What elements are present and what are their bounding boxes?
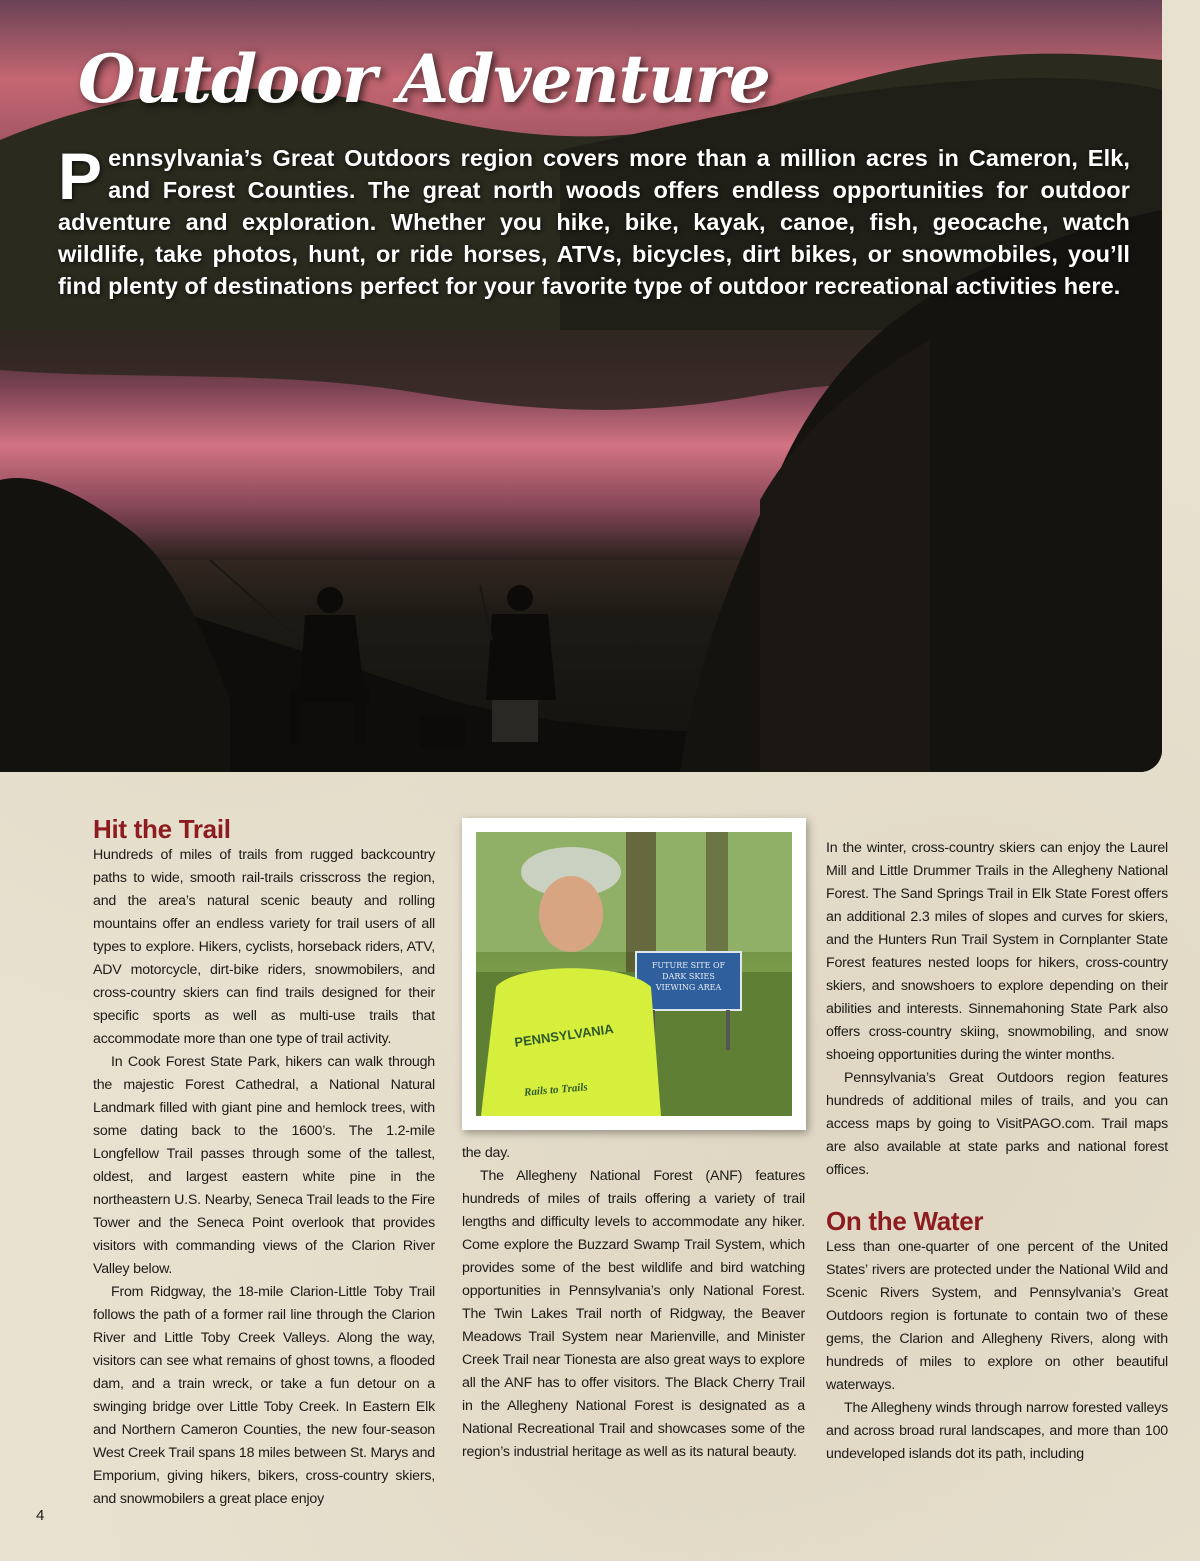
page-title: Outdoor Adventure	[78, 40, 770, 118]
water-paragraph-1: Less than one-quarter of one percent of the United States’ rivers are protected under the National Wild and Scenic Rivers System, and Pennsylvania’s Great Outdoors region is fortunate to contain two of these gems, the Clarion and Allegheny Rivers, along with hundreds of miles to explore on other beautiful waterways.	[826, 1239, 1168, 1393]
sign-line-3: VIEWING AREA	[655, 983, 722, 992]
section-heading-trail: Hit the Trail	[93, 814, 231, 844]
trail-paragraph-3: From Ridgway, the 18-mile Clarion-Little Toby Trail follows the path of a former rail line through the Clarion River and Little Toby Creek Valleys. Along the way, visitors can see what remains of ghost towns, a flooded dam, and a train wreck, or take a fun detour on a swinging bridge over Little Toby Creek. In Eastern Elk and Northern Cameron Counties, the new four-season West Creek Trail spans 18 miles between St. Marys and Emporium, giving hikers, bikers, cross-country skiers, and snowmobilers a great place enjoy	[93, 1284, 435, 1507]
cyclist-scene	[476, 832, 792, 1116]
cyclist-photo	[476, 832, 792, 1116]
trail-paragraph-4: The Allegheny National Forest (ANF) features hundreds of miles of trails offering a variety of trail lengths and difficulty levels to accommodate any hiker. Come explore the Buzzard Swamp Trail System, which provides some of the best wildlife and bird watching opportunities in Pennsylvania’s only National Forest. The Twin Lakes Trail north of Ridgway, the Beaver Meadows Trail System near Marienville, and Minister Creek Trail near Tionesta are also great ways to explore all the ANF has to offer visitors. The Black Cherry Trail in the Allegheny National Forest is designated as a National Recreational Trail and showcases some of the region’s industrial heritage as well as its natural beauty.	[462, 1168, 805, 1460]
intro-text: ennsylvania’s Great Outdoors region covers more than a million acres in Cameron, Elk, and Forest Counties. The great north woods offers endless opportunities for outdoor adventure and exploration. Whether you hike, bike, kayak, canoe, fish, geocache, watch wildlife, take photos, hunt, or ride horses, ATVs, bicycles, dirt bikes, or snowmobiles, you’ll find plenty of destinations perfect for your favorite type of outdoor recreational activities here.	[58, 145, 1130, 299]
intro-paragraph	[58, 139, 1130, 302]
trail-paragraph-1: Hundreds of miles of trails from rugged backcountry paths to wide, smooth rail-trails crisscross the region, and the area’s natural scenic beauty and rolling mountains offer an endless variety for trail users of all types to explore. Hikers, cyclists, horseback riders, ATV, ADV motorcycle, dirt-bike riders, snowmobilers, and cross-country skiers can find trails designed for their specific sports as well as multi-use trails that accommodate more than one type of trail activity.	[93, 847, 435, 1047]
column-middle	[462, 1142, 805, 1464]
sign-line-2: DARK SKIES	[662, 972, 715, 981]
drop-cap: P	[58, 139, 103, 213]
trail-paragraph-3-continued: the day.	[462, 1145, 510, 1161]
section-heading-water: On the Water	[826, 1206, 984, 1236]
column-left	[93, 814, 435, 1511]
water-paragraph-2: The Allegheny winds through narrow forested valleys and across broad rural landscapes, and more than 100 undeveloped islands dot its path, including	[826, 1400, 1168, 1462]
shirt-subtext: Rails to Trails	[523, 1081, 589, 1099]
page-number: 4	[36, 1507, 45, 1524]
trail-paragraph-5: In the winter, cross-country skiers can enjoy the Laurel Mill and Little Drummer Trails in the Allegheny National Forest. The Sand Springs Trail in Elk State Forest offers an additional 2.3 miles of slopes and curves for skiers, and the Hunters Run Trail System in Cornplanter State Forest features nested loops for hikers, cross-country skiers, and snowshoers to explore depending on their abilities and interests. Sinnemahoning State Park also offers cross-country skiing, snowmobiling, and snow shoeing opportunities during the winter months.	[826, 840, 1168, 1063]
column-right	[826, 837, 1168, 1466]
trail-paragraph-2: In Cook Forest State Park, hikers can walk through the majestic Forest Cathedral, a National Natural Landmark filled with giant pine and hemlock trees, with some dating back to the 1600’s. The 1.2-mile Longfellow Trail passes through some of the tallest, oldest, and largest eastern white pine in the northeastern U.S. Nearby, Seneca Trail leads to the Fire Tower and the Seneca Point overlook that provides visitors with commanding views of the Clarion River Valley below.	[93, 1054, 435, 1277]
sign-text	[641, 960, 736, 993]
sign-line-1: FUTURE SITE OF	[651, 961, 726, 970]
shirt-text: PENNSYLVANIA	[513, 1021, 615, 1050]
trail-paragraph-6: Pennsylvania’s Great Outdoors region features hundreds of additional miles of trails, and you can access maps by going to VisitPAGO.com. Trail maps are also available at state parks and national forest offices.	[826, 1070, 1168, 1178]
cyclist-photo-frame	[462, 818, 806, 1130]
hero-photo	[0, 0, 1162, 772]
